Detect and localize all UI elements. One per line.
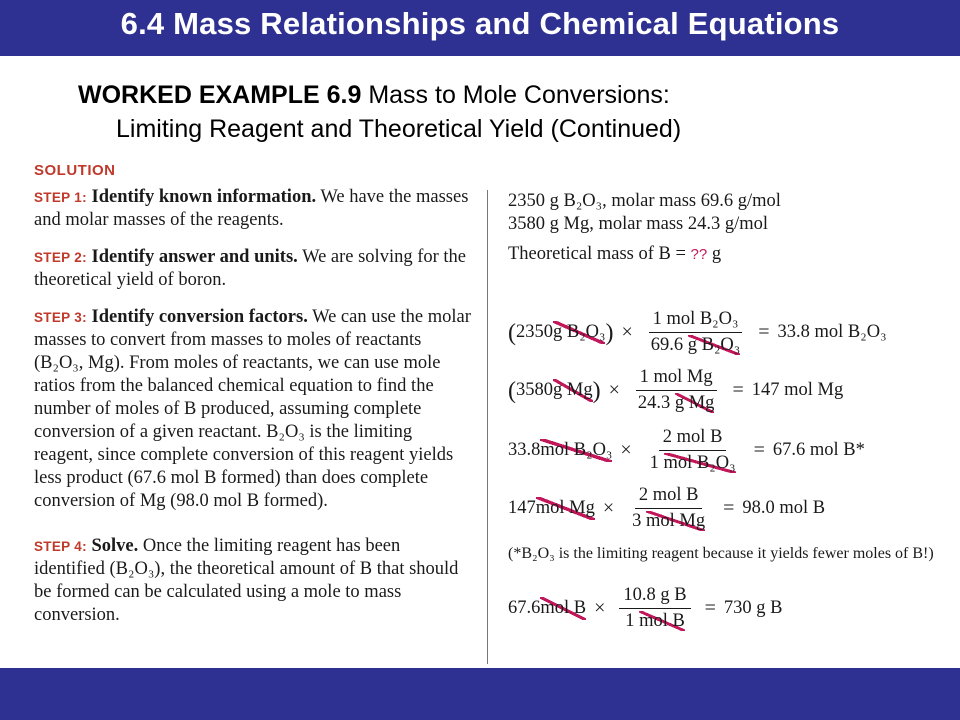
column-divider	[487, 190, 488, 664]
denominator	[628, 509, 709, 533]
eq-start: 2350	[516, 322, 553, 342]
step-heading: Solve.	[91, 536, 139, 556]
paren: (	[508, 377, 516, 404]
calculations-column	[508, 190, 948, 631]
cancelled-unit: mol Mg	[646, 511, 706, 531]
step-heading: Identify conversion factors.	[91, 307, 308, 327]
equals-sign: =	[723, 497, 735, 519]
step-3	[34, 306, 474, 513]
solution-label: SOLUTION	[34, 162, 116, 179]
cancelled-unit: g B₂O₃	[553, 322, 606, 342]
header-bar	[0, 0, 960, 56]
eq-result: 33.8 mol B₂O₃	[777, 322, 887, 342]
equation-1	[508, 308, 887, 357]
equals-sign: =	[758, 321, 770, 343]
den-value: 3	[632, 511, 647, 531]
den-value: 1	[649, 453, 664, 473]
numerator: 1 mol Mg	[636, 366, 717, 391]
step-text: Once the limiting reagent has been identified (B₂O₃), the theoretical amount of B that should be formed can be calculated using a mole to mass conversion.	[34, 536, 459, 625]
worked-example-title-2: Limiting Reagent and Theoretical Yield (Continued)	[116, 115, 682, 143]
step-label: STEP 2:	[34, 250, 87, 265]
denominator	[621, 609, 689, 633]
theoretical-mass-text: Theoretical mass of B =	[508, 244, 691, 264]
paren: (	[508, 319, 516, 346]
cancelled-unit: g B₂O₃	[687, 335, 741, 355]
times-sign: ×	[594, 597, 606, 619]
conversion-factor	[646, 426, 740, 475]
denominator	[646, 451, 740, 475]
worked-example-heading	[78, 78, 938, 146]
equation-2	[508, 366, 843, 415]
times-sign: ×	[620, 439, 632, 461]
eq-start: 33.8	[508, 440, 541, 460]
steps-column	[34, 186, 474, 627]
step-text: We can use the molar masses to convert from masses to moles of reactants (B₂O₃, Mg). From moles of reactants, we can use mole ratios from the balanced chemical equation to find the number of moles of B produced, assuming complete conversion of a given reactant. B₂O₃ is the limiting reagent, since complete conversion of this reagent yields less product (67.6 mol B formed) than does complete conversion of Mg (98.0 mol B formed).	[34, 307, 471, 511]
conversion-factor	[619, 584, 690, 633]
equals-sign: =	[732, 379, 744, 401]
cancelled-unit: g Mg	[674, 393, 715, 413]
cancelled-unit: mol Mg	[535, 498, 595, 518]
limiting-reagent-note: (*B₂O₃ is the limiting reagent because it yields fewer moles of B!)	[508, 545, 934, 562]
equation-5	[508, 584, 783, 633]
slide-title: 6.4 Mass Relationships and Chemical Equations	[120, 6, 840, 41]
step-heading: Identify answer and units.	[91, 247, 298, 267]
numerator: 2 mol B	[635, 484, 703, 509]
step-text: We have the masses and molar masses of the reagents.	[34, 187, 469, 230]
step-4	[34, 535, 474, 627]
unknown-marker: ??	[690, 246, 708, 263]
numerator: 10.8 g B	[619, 584, 690, 609]
eq-result: 67.6 mol B*	[772, 440, 865, 460]
known-line-2: 3580 g Mg, molar mass 24.3 g/mol	[508, 214, 769, 234]
times-sign: ×	[621, 321, 633, 343]
worked-example-title-1: Mass to Mole Conversions:	[361, 81, 670, 109]
step-heading: Identify known information.	[91, 187, 317, 207]
worked-example-label: WORKED EXAMPLE 6.9	[78, 81, 362, 109]
eq-start: 147	[508, 498, 536, 518]
den-value: 1	[625, 611, 640, 631]
eq-start: 67.6	[508, 598, 541, 618]
cancelled-unit: g Mg	[553, 380, 593, 400]
cancelled-unit: mol B	[540, 598, 587, 618]
known-line-3	[508, 243, 948, 266]
times-sign: ×	[602, 497, 615, 519]
eq-result: 147 mol Mg	[751, 380, 844, 400]
conversion-factor	[634, 366, 719, 415]
footer-bar	[0, 668, 960, 720]
times-sign: ×	[608, 379, 620, 401]
denominator	[647, 333, 744, 357]
unit-text: g	[707, 244, 722, 264]
equals-sign: =	[704, 597, 716, 619]
paren: )	[592, 377, 601, 404]
cancelled-unit: mol B₂O₃	[540, 440, 613, 460]
conversion-factor	[647, 308, 744, 357]
den-value: 69.6	[650, 335, 688, 355]
cancelled-unit: mol B₂O₃	[663, 453, 736, 473]
step-label: STEP 4:	[34, 539, 87, 554]
eq-start: 3580	[516, 380, 553, 400]
numerator: 2 mol B	[659, 426, 727, 451]
equals-sign: =	[753, 439, 765, 461]
paren: )	[605, 319, 614, 346]
denominator	[634, 391, 719, 415]
step-label: STEP 3:	[34, 310, 87, 325]
step-2	[34, 246, 474, 292]
step-label: STEP 1:	[34, 190, 87, 205]
equation-3	[508, 426, 865, 475]
den-value: 24.3	[637, 393, 675, 413]
eq-result: 730 g B	[723, 598, 783, 618]
known-line-1: 2350 g B₂O₃, molar mass 69.6 g/mol	[508, 191, 781, 211]
numerator: 1 mol B₂O₃	[649, 308, 743, 333]
cancelled-unit: mol B	[639, 611, 685, 631]
step-1	[34, 186, 474, 232]
eq-result: 98.0 mol B	[742, 498, 826, 518]
equation-4	[508, 484, 825, 533]
step-text: We are solving for the theoretical yield of boron.	[34, 247, 467, 290]
conversion-factor	[628, 484, 709, 533]
